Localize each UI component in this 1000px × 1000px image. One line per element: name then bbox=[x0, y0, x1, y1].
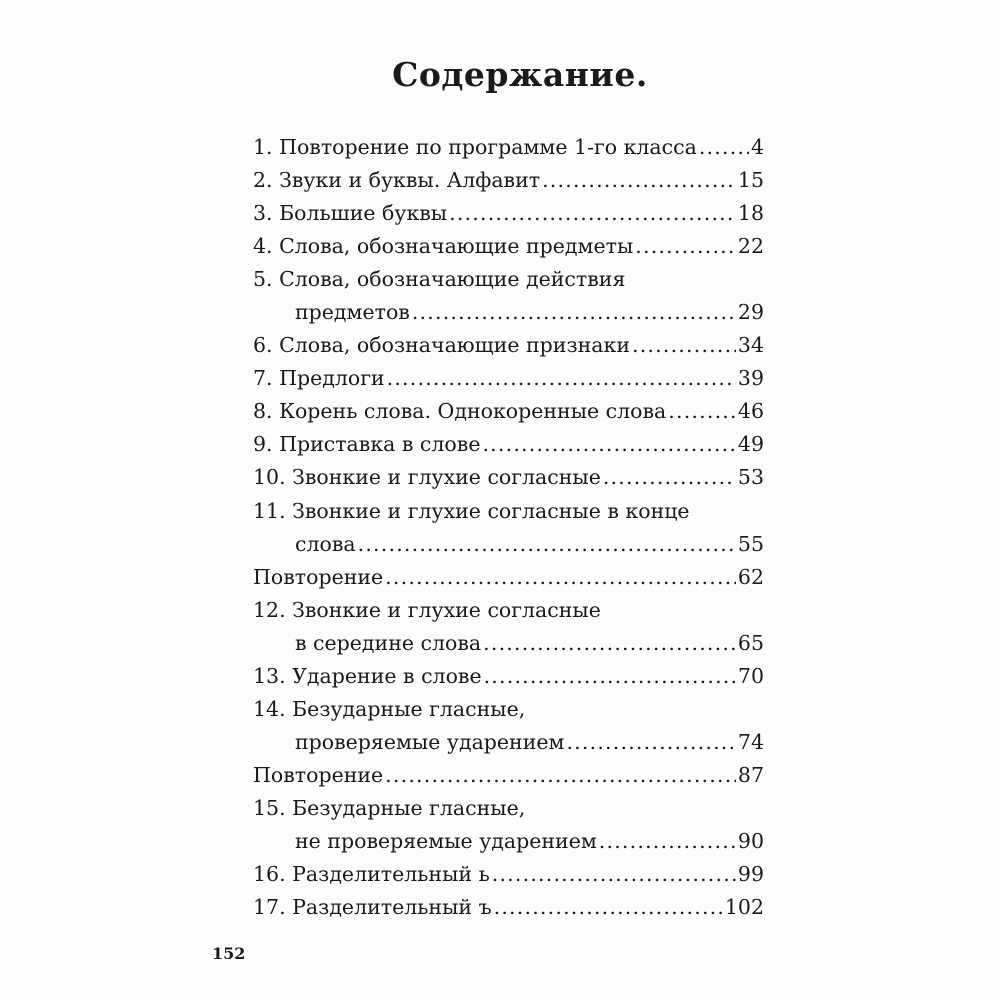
dot-leader bbox=[482, 428, 735, 461]
toc-entry-label: 14. Безударные гласные, bbox=[253, 696, 526, 721]
toc-entry bbox=[253, 825, 764, 858]
toc-entry-label: слова bbox=[295, 531, 356, 556]
toc-entry-label: 13. Ударение в слове bbox=[253, 663, 482, 688]
toc-entry bbox=[253, 395, 764, 428]
dot-leader bbox=[632, 329, 736, 362]
page-number: 152 bbox=[212, 944, 246, 963]
toc-entry bbox=[253, 164, 764, 197]
toc-entry-page: 49 bbox=[737, 432, 764, 457]
toc-entry-page: 4 bbox=[750, 135, 764, 159]
dot-leader bbox=[542, 164, 736, 197]
toc-entry bbox=[253, 296, 764, 329]
toc-entry-page: 87 bbox=[737, 762, 764, 787]
toc-entry bbox=[253, 461, 764, 494]
toc-entry-label: проверяемые ударением bbox=[295, 729, 565, 754]
toc-entry bbox=[253, 726, 764, 759]
dot-leader bbox=[699, 131, 749, 164]
toc-entry bbox=[253, 858, 764, 891]
toc-entry bbox=[253, 528, 764, 561]
toc-entry-page: 102 bbox=[724, 895, 764, 920]
toc-entry bbox=[253, 495, 764, 528]
toc-entry-page: 18 bbox=[737, 201, 764, 226]
toc-entry-label: предметов bbox=[295, 300, 410, 325]
toc-entry-label: не проверяемые ударением bbox=[295, 828, 597, 853]
dot-leader bbox=[668, 395, 736, 428]
dot-leader bbox=[385, 759, 736, 792]
table-of-contents bbox=[253, 131, 764, 924]
toc-entry-page: 29 bbox=[737, 300, 764, 325]
toc-entry-page: 90 bbox=[737, 828, 764, 853]
toc-entry bbox=[253, 263, 764, 296]
toc-entry bbox=[253, 693, 764, 726]
toc-entry-label: 8. Корень слова. Однокоренные слова bbox=[253, 399, 667, 424]
toc-entry bbox=[253, 627, 764, 660]
dot-leader bbox=[484, 660, 736, 693]
toc-entry bbox=[253, 197, 764, 230]
dot-leader bbox=[566, 726, 735, 759]
toc-entry-page: 99 bbox=[737, 862, 764, 887]
toc-entry-label: 6. Слова, обозначающие признаки bbox=[253, 333, 630, 358]
toc-entry-label: 16. Разделительный ь bbox=[253, 862, 490, 887]
toc-entry-label: 3. Большие буквы bbox=[253, 201, 448, 226]
toc-entry-label: Повторение bbox=[253, 762, 384, 787]
toc-entry bbox=[253, 594, 764, 627]
dot-leader bbox=[494, 891, 723, 924]
page-title: Содержание. bbox=[392, 55, 648, 94]
toc-entry-page: 65 bbox=[737, 630, 764, 655]
toc-entry bbox=[253, 230, 764, 263]
dot-leader bbox=[483, 627, 736, 660]
toc-entry-page: 53 bbox=[737, 465, 764, 490]
toc-entry bbox=[253, 428, 764, 461]
dot-leader bbox=[385, 561, 736, 594]
toc-entry-label: 9. Приставка в слове bbox=[253, 432, 481, 457]
toc-entry-page: 15 bbox=[737, 168, 764, 193]
toc-entry-page: 62 bbox=[737, 564, 764, 589]
dot-leader bbox=[492, 858, 736, 891]
toc-entry-label: 10. Звонкие и глухие согласные bbox=[253, 465, 601, 490]
toc-entry-page: 34 bbox=[737, 333, 764, 358]
toc-entry-label: Повторение bbox=[253, 564, 384, 589]
dot-leader bbox=[387, 362, 736, 395]
dot-leader bbox=[603, 461, 736, 494]
toc-entry bbox=[253, 792, 764, 825]
dot-leader bbox=[358, 528, 736, 561]
toc-entry bbox=[253, 759, 764, 792]
toc-entry bbox=[253, 660, 764, 693]
toc-entry bbox=[253, 362, 764, 395]
toc-entry-label: 7. Предлоги bbox=[253, 366, 385, 391]
dot-leader bbox=[635, 230, 736, 263]
toc-entry bbox=[253, 329, 764, 362]
toc-entry-page: 39 bbox=[737, 366, 764, 391]
toc-entry-page: 46 bbox=[737, 399, 764, 424]
toc-entry-label: 11. Звонкие и глухие согласные в конце bbox=[253, 498, 690, 523]
toc-entry-label: 4. Слова, обозначающие предметы bbox=[253, 234, 634, 259]
toc-entry bbox=[253, 891, 764, 924]
toc-entry-label: 12. Звонкие и глухие согласные bbox=[253, 597, 601, 622]
toc-entry-label: 15. Безударные гласные, bbox=[253, 795, 526, 820]
toc-entry-label: 5. Слова, обозначающие действия bbox=[253, 267, 626, 292]
toc-entry-label: 1. Повторение по программе 1-го класса bbox=[253, 135, 697, 159]
toc-entry bbox=[253, 561, 764, 594]
dot-leader bbox=[449, 197, 736, 230]
toc-entry-page: 74 bbox=[737, 729, 764, 754]
toc-entry-page: 22 bbox=[737, 234, 764, 259]
toc-entry-page: 70 bbox=[737, 663, 764, 688]
toc-entry-page: 55 bbox=[737, 531, 764, 556]
dot-leader bbox=[599, 825, 736, 858]
toc-entry bbox=[253, 131, 764, 164]
toc-entry-label: 2. Звуки и буквы. Алфавит bbox=[253, 168, 541, 193]
toc-entry-label: в середине слова bbox=[295, 630, 482, 655]
dot-leader bbox=[412, 296, 736, 329]
toc-entry-label: 17. Разделительный ъ bbox=[253, 895, 492, 920]
